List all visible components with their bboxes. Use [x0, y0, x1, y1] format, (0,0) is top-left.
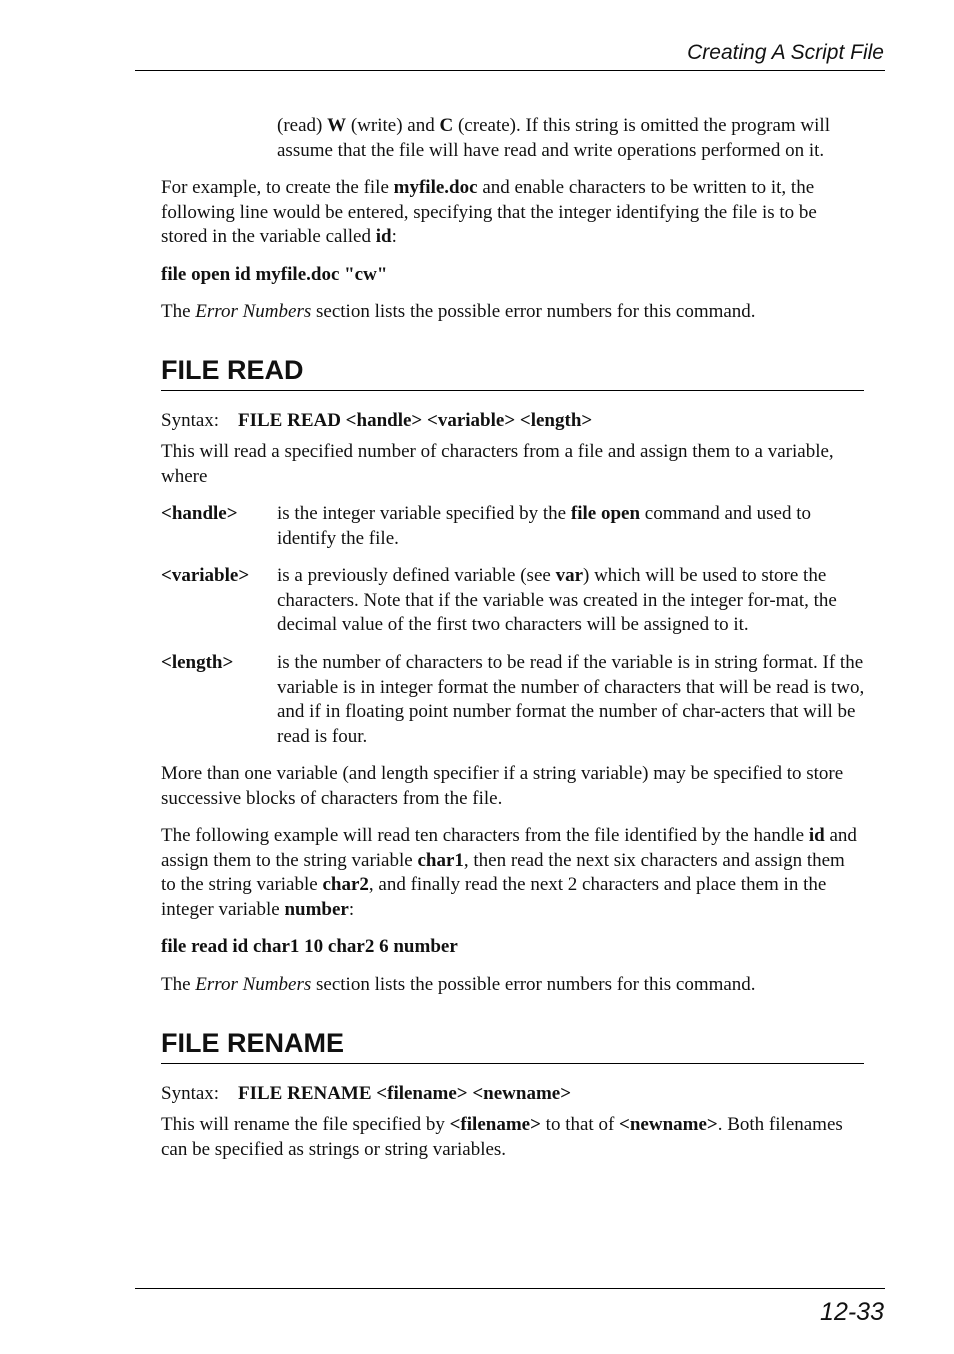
param-def-variable	[277, 564, 867, 638]
bold-text: <filename>	[449, 1114, 541, 1135]
bold-text: file open	[570, 503, 641, 524]
bold-text: char2	[322, 874, 369, 895]
bold-text: char1	[417, 849, 464, 871]
param-term-variable: <variable>	[161, 565, 250, 586]
text-span: The	[161, 301, 196, 322]
open-example-command: file open id myfile.doc "cw"	[161, 264, 388, 285]
bold-text: W	[327, 115, 347, 136]
text-span: to that of	[540, 1114, 620, 1135]
syntax-text: FILE READ <handle> <variable> <length>	[238, 410, 593, 431]
bold-text: id	[375, 226, 392, 247]
text-span: :	[391, 226, 397, 247]
param-def-length: is the number of characters to be read if the variable is in string format. If the variable is in integer format the number of characters that will be read is two, and if in floating point number format the number of char-acters that will be read is four.	[277, 652, 865, 747]
bold-text: <newname>	[619, 1114, 718, 1135]
text-span: and enable characters to be written to it, the following line would be entered, specifying that the integer identifying the file is to be stored in the variable called	[161, 177, 817, 247]
text-span: is a previously defined variable (see	[277, 565, 556, 586]
text-span: is the integer variable specified by the	[277, 503, 571, 524]
footer-rule	[135, 1288, 885, 1289]
file-read-syntax	[161, 409, 861, 434]
file-rename-syntax	[161, 1082, 861, 1107]
open-errors-note	[161, 300, 861, 325]
continuation-paragraph	[277, 114, 867, 163]
italic-text: Error Numbers	[195, 301, 312, 322]
text-span: command and used to identify the file.	[277, 503, 811, 549]
param-def-handle	[277, 502, 867, 551]
file-read-description: This will read a specified number of characters from a file and assign them to a variable, where	[161, 441, 834, 487]
italic-text: Error Numbers	[195, 974, 312, 995]
text-span: . Both filenames can be specified as strings or string variables.	[161, 1114, 843, 1160]
file-read-heading: FILE READ	[161, 354, 864, 391]
open-example-intro	[161, 176, 861, 250]
bold-text: number	[284, 898, 349, 920]
bold-text: id	[808, 825, 825, 846]
syntax-label: Syntax:	[161, 1083, 220, 1104]
text-span: (read)	[277, 115, 328, 136]
text-span: (write) and	[346, 115, 440, 136]
syntax-label: Syntax:	[161, 410, 220, 431]
read-errors-note	[161, 973, 861, 998]
text-span: (create). If this string is omitted the program will assume that the file will have read and write operations performed on it.	[277, 115, 830, 161]
text-span: , then read the next six characters and assign them to the string variable	[161, 849, 845, 895]
bold-text: var	[555, 565, 583, 586]
read-example-command: file read id char1 10 char2 6 number	[161, 936, 458, 957]
bold-text: C	[439, 115, 454, 136]
text-span: The following example will read ten characters from the file identified by the handle	[161, 825, 809, 846]
text-span: section lists the possible error numbers for this command.	[311, 974, 756, 995]
page-number: 12-33	[820, 1298, 884, 1326]
param-term-length: <length>	[161, 652, 234, 673]
bold-text: myfile.doc	[393, 177, 478, 198]
file-rename-heading: FILE RENAME	[161, 1027, 864, 1064]
syntax-text: FILE RENAME <filename> <newname>	[238, 1083, 572, 1104]
text-span: ) which will be used to store the characters. Note that if the variable was created in the integer for-mat, the decimal value of the first two characters will be assigned to it.	[277, 565, 837, 635]
text-span: , and finally read the next 2 characters and place them in the integer variable	[161, 874, 827, 920]
header-rule	[135, 70, 885, 71]
text-span: section lists the possible error numbers for this command.	[311, 301, 756, 322]
read-example-paragraph	[161, 824, 861, 922]
file-rename-description	[161, 1113, 861, 1162]
text-span: and assign them to the string variable	[161, 825, 857, 871]
text-span: This will rename the file specified by	[161, 1114, 450, 1135]
text-span: For example, to create the file	[161, 177, 394, 198]
running-header-title: Creating A Script File	[687, 41, 884, 64]
more-than-one-paragraph: More than one variable (and length specifier if a string variable) may be specified to store successive blocks of characters from the file.	[161, 763, 844, 809]
param-term-handle: <handle>	[161, 503, 238, 524]
text-span: :	[348, 898, 355, 920]
text-span: The	[161, 974, 196, 995]
